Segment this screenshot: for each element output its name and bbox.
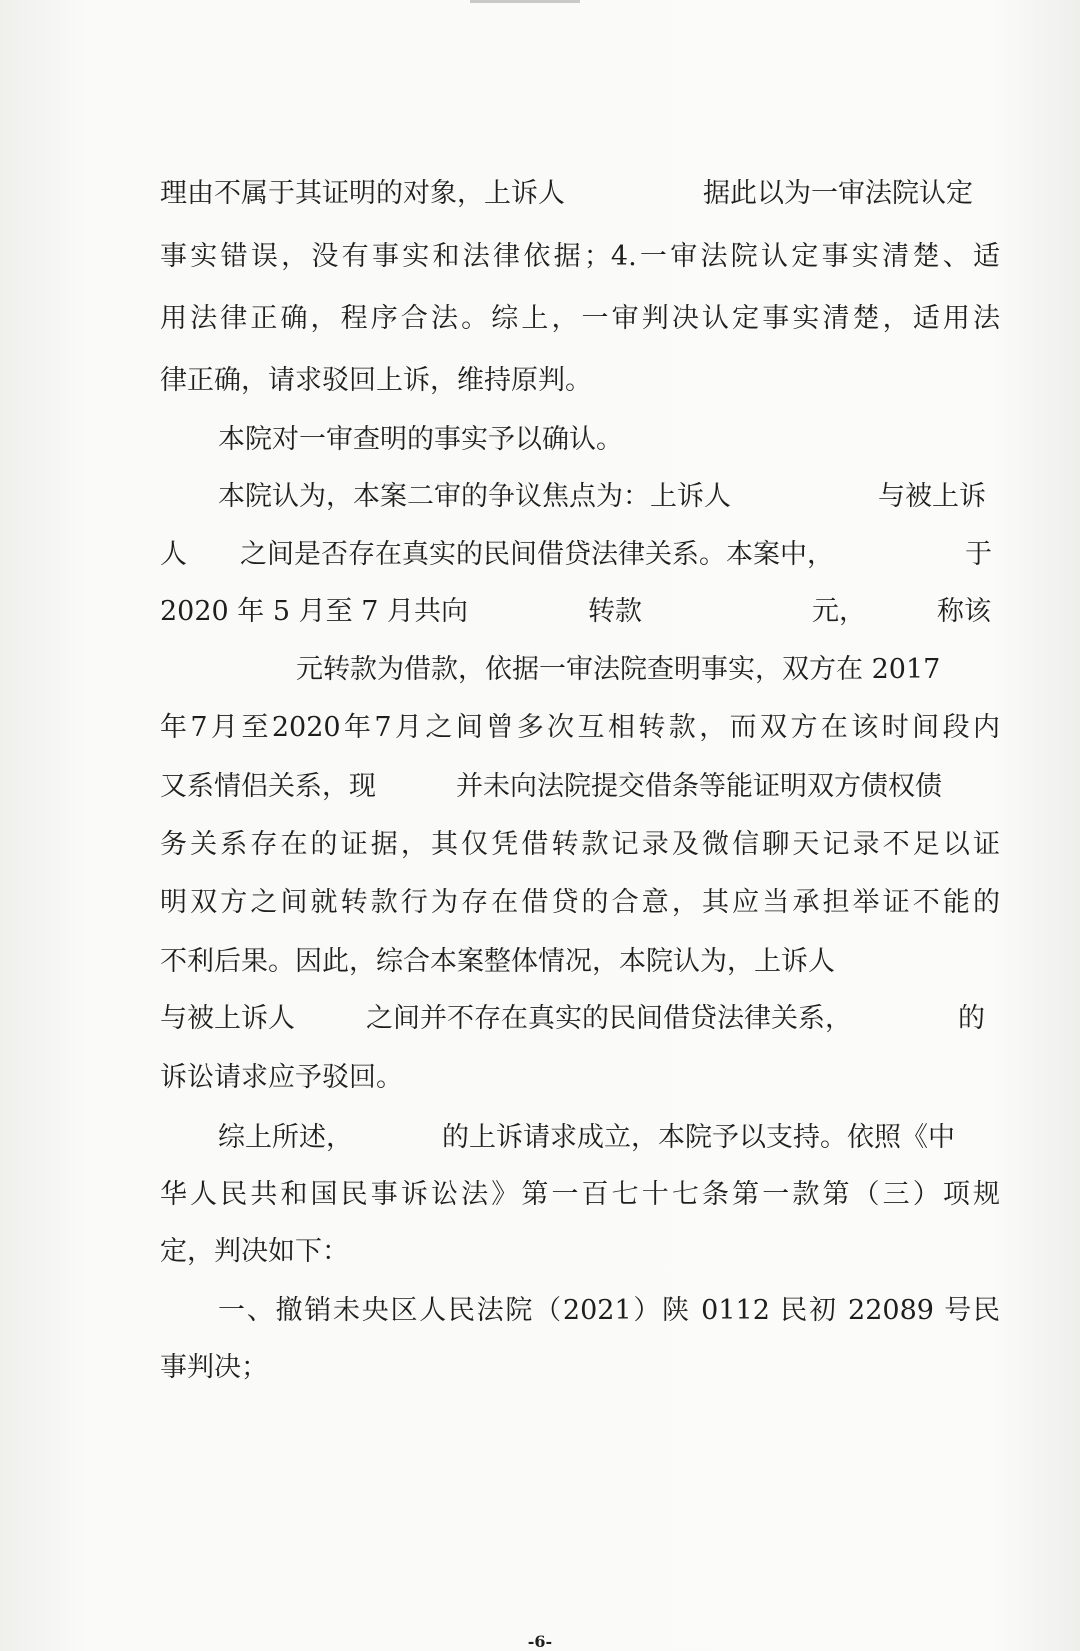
text-segment: 的 bbox=[958, 1003, 985, 1034]
text-line bbox=[0, 767, 1080, 807]
text-segment: 与被上诉人 bbox=[160, 1003, 295, 1034]
text-line bbox=[0, 999, 1080, 1039]
scan-edge-mark bbox=[470, 0, 580, 3]
text-line bbox=[0, 1118, 1080, 1158]
text-line: 事实错误，没有事实和法律依据；4.一审法院认定事实清楚、适 bbox=[160, 241, 1000, 272]
text-line: 定，判决如下： bbox=[160, 1236, 349, 1267]
text-segment: 与被上诉 bbox=[878, 481, 986, 512]
text-segment: 元， bbox=[812, 596, 866, 627]
text-line: 务关系存在的证据，其仅凭借转款记录及微信聊天记录不足以证 bbox=[160, 829, 1000, 860]
text-segment: 综上所述， bbox=[218, 1122, 353, 1153]
text-segment: 又系情侣关系，现 bbox=[160, 771, 376, 802]
text-segment: 据此以为一审法院认定 bbox=[703, 178, 973, 209]
text-line bbox=[0, 592, 1080, 632]
text-line: 华人民共和国民事诉讼法》第一百七十七条第一款第（三）项规 bbox=[160, 1179, 1000, 1210]
text-line: 一、撤销未央区人民法院（2021）陕 0112 民初 22089 号民 bbox=[218, 1295, 1000, 1326]
text-segment: 本院认为，本案二审的争议焦点为：上诉人 bbox=[218, 481, 731, 512]
text-line: 不利后果。因此，综合本案整体情况，本院认为，上诉人 bbox=[160, 946, 835, 977]
text-segment: 并未向法院提交借条等能证明双方债权债 bbox=[456, 771, 942, 802]
text-line: 年7月至2020年7月之间曾多次互相转款，而双方在该时间段内 bbox=[160, 712, 1000, 743]
text-line bbox=[0, 477, 1080, 517]
text-segment: 于 bbox=[965, 539, 992, 570]
text-segment: 2020 年 5 月至 7 月共向 bbox=[160, 596, 468, 627]
text-line: 诉讼请求应予驳回。 bbox=[160, 1062, 403, 1093]
text-line bbox=[0, 174, 1080, 214]
text-line: 元转款为借款，依据一审法院查明事实，双方在 2017 bbox=[296, 654, 941, 685]
text-line: 用法律正确，程序合法。综上，一审判决认定事实清楚，适用法 bbox=[160, 303, 1000, 334]
text-line: 事判决； bbox=[160, 1352, 268, 1383]
text-segment: 的上诉请求成立，本院予以支持。依照《中 bbox=[442, 1122, 955, 1153]
text-line: 明双方之间就转款行为存在借贷的合意，其应当承担举证不能的 bbox=[160, 887, 1000, 918]
page-number: -6- bbox=[527, 1632, 553, 1651]
text-segment: 之间并不存在真实的民间借贷法律关系， bbox=[366, 1003, 852, 1034]
text-segment: 转款 bbox=[588, 596, 642, 627]
text-segment: 理由不属于其证明的对象，上诉人 bbox=[160, 178, 565, 209]
text-line bbox=[0, 535, 1080, 575]
text-line: 本院对一审查明的事实予以确认。 bbox=[218, 424, 623, 455]
text-line: 律正确，请求驳回上诉，维持原判。 bbox=[160, 365, 592, 396]
text-segment: 人 bbox=[160, 539, 187, 570]
text-segment: 称该 bbox=[937, 596, 991, 627]
text-segment: 之间是否存在真实的民间借贷法律关系。本案中， bbox=[240, 539, 834, 570]
